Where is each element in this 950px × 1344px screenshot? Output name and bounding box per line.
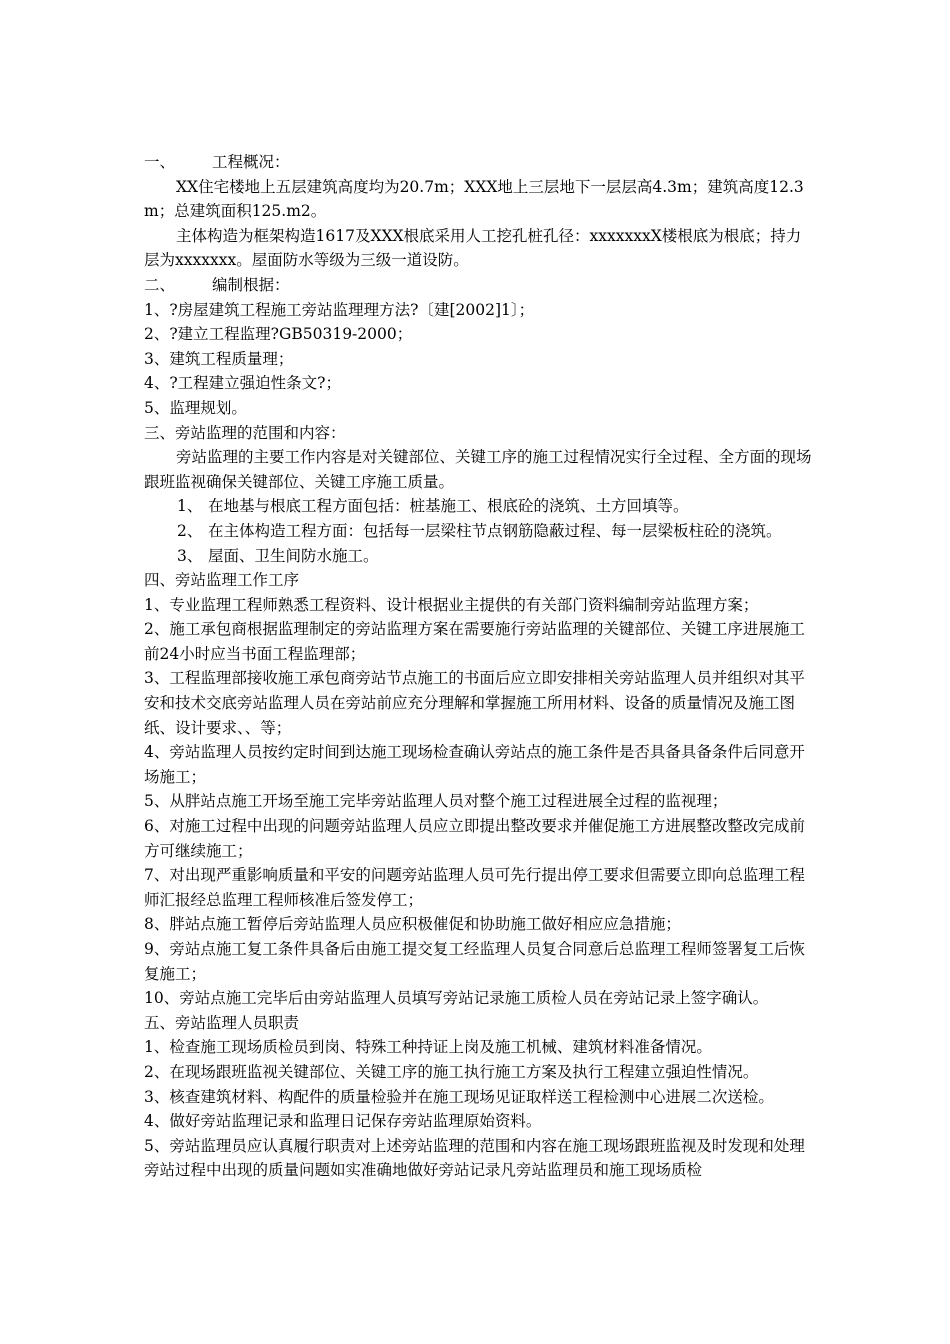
basis-item: 3、建筑工程质量理； [144,349,294,368]
scope-item [144,544,816,569]
procedure-item: 1、专业监理工程师熟悉工程资料、设计根据业主提供的有关部门资料编制旁站监理方案； [144,595,759,614]
section-1-heading [144,150,816,175]
duty-item: 2、在现场跟班监视关键部位、关键工序的施工执行施工方案及执行工程建立强迫性情况。 [144,1062,759,1081]
procedure-item: 3、工程监理部接收施工承包商旁站节点施工的书面后应立即安排相关旁站监理人员并组织对其平安和技术交底旁站监理人员在旁站前应充分理解和掌握施工所用材料、设备的质量情况及施工图纸、设计要求、、等； [144,669,805,737]
section-4-heading: 四、旁站监理工作工序 [144,571,300,590]
procedure-item: 2、施工承包商根据监理制定的旁站监理方案在需要施行旁站监理的关键部位、关键工序进展施工前24小时应当书面工程监理部； [144,620,805,663]
basis-item: 5、监理规划。 [144,398,247,417]
section-2-title: 编制根据： [212,275,290,294]
scope-item-text: 屋面、卫生间防水施工。 [208,546,379,565]
section-1-paragraph-2: 主体构造为框架构造1617及XXX根底采用人工挖孔桩孔径：xxxxxxxX楼根底为根底；持力层为xxxxxxx。屋面防水等级为三级一道设防。 [144,226,802,270]
procedure-item: 4、旁站监理人员按约定时间到达施工现场检查确认旁站点的施工条件是否具备具备条件后同意开场施工； [144,743,805,786]
duty-item: 3、核查建筑材料、构配件的质量检验并在施工现场见证取样送工程检测中心进展二次送检。 [144,1087,774,1106]
duty-item: 1、检查施工现场质检员到岗、特殊工种持证上岗及施工机械、建筑材料准备情况。 [144,1038,712,1057]
section-5-heading: 五、旁站监理人员职责 [144,1013,300,1032]
procedure-item: 5、从胖站点施工开场至施工完毕旁站监理人员对整个施工过程进展全过程的监视理； [144,792,728,811]
section-1-title: 工程概况： [212,153,290,171]
scope-item-number: 1、 [177,497,203,516]
basis-item: 1、?房屋建筑工程施工旁站监理理方法?〔建[2002]1〕； [144,300,535,319]
procedure-item: 10、旁站点施工完毕后由旁站监理人员填写旁站记录施工质检人员在旁站记录上签字确认。 [144,989,769,1008]
procedure-item: 9、旁站点施工复工条件具备后由施工提交复工经监理人员复合同意后总监理工程师签署复工后恢复施工； [144,940,805,983]
procedure-item: 7、对出现严重影响质量和平安的问题旁站监理人员可先行提出停工要求但需要立即向总监理工程师汇报经总监理工程师核准后签发停工； [144,866,805,909]
scope-item-text: 在主体构造工程方面：包括每一层梁柱节点钢筋隐蔽过程、每一层梁板柱砼的浇筑。 [208,521,782,540]
section-2-heading [144,273,816,298]
document-body [144,150,816,1183]
scope-item-text: 在地基与根底工程方面包括：桩基施工、根底砼的浇筑、土方回填等。 [208,497,689,516]
procedure-item: 6、对施工过程中出现的问题旁站监理人员应立即提出整改要求并催促施工方进展整改整改完成前方可继续施工； [144,817,805,860]
scope-item-number: 2、 [177,521,203,540]
section-3-heading: 三、旁站监理的范围和内容： [144,423,346,442]
duty-item: 5、旁站监理员应认真履行职责对上述旁站监理的范围和内容在施工现场跟班监视及时发现和处理旁站过程中出现的质量问题如实准确地做好旁站记录凡旁站监理员和施工现场质检 [144,1136,805,1180]
duty-item: 4、做好旁站监理记录和监理日记保存旁站监理原始资料。 [144,1112,542,1131]
procedure-item: 8、胖站点施工暂停后旁站监理人员应积极催促和协助施工做好相应应急措施； [144,915,681,934]
basis-item: 2、?建立工程监理?GB50319-2000； [144,325,413,344]
section-3-intro: 旁站监理的主要工作内容是对关键部位、关键工序的施工过程情况实行全过程、全方面的现场跟班监视确保关键部位、关键工序施工质量。 [144,448,812,491]
section-1-paragraph-1: XX住宅楼地上五层建筑高度均为20.7m；XXX地上三层地下一层层高4.3m；建筑高度12.3m；总建筑面积125.m2。 [144,177,804,221]
scope-item-number: 3、 [177,546,203,565]
section-2-number: 二、 [144,275,176,294]
section-1-number: 一、 [144,153,176,171]
basis-item: 4、?工程建立强迫性条文?； [144,374,341,393]
scope-item [144,519,816,544]
scope-item [144,494,816,519]
